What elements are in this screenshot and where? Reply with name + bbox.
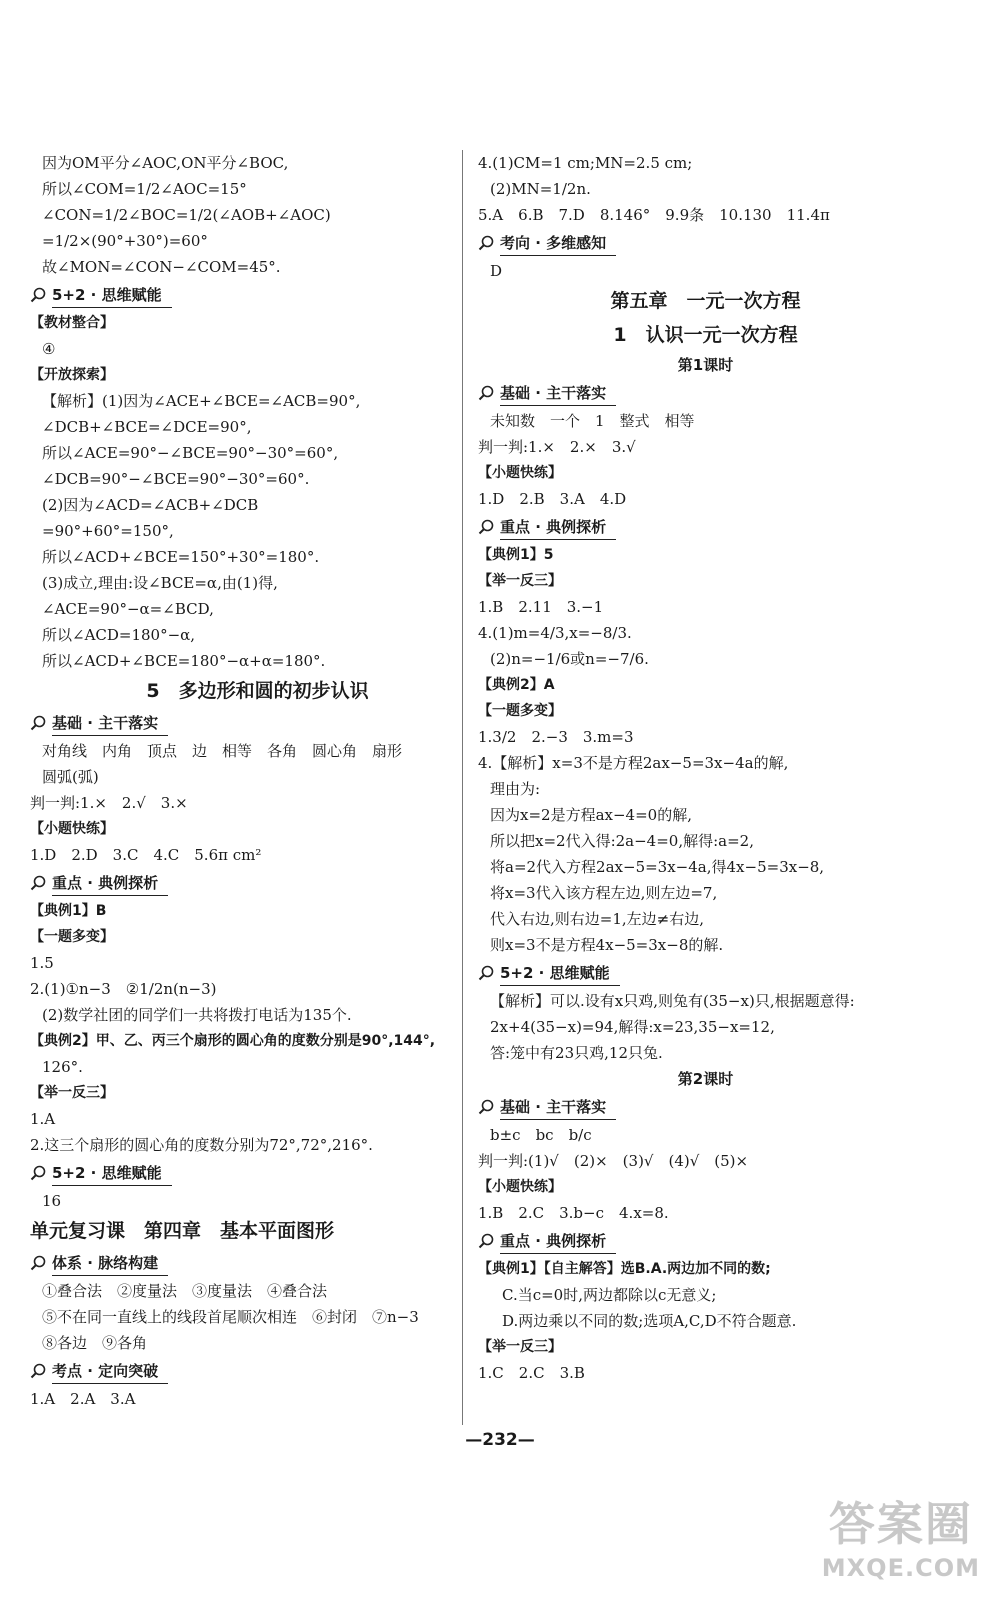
section-title: 考点 · 定向突破	[52, 1359, 168, 1384]
magnifier-icon	[478, 1099, 494, 1115]
section-header	[30, 870, 485, 896]
answer-line: 所以∠COM=1/2∠AOC=15°	[42, 180, 247, 198]
answer-line: 【举一反三】	[478, 573, 562, 589]
magnifier-icon	[30, 1363, 46, 1379]
watermark-logo	[822, 1488, 980, 1582]
section-title: 考向 · 多维感知	[500, 231, 616, 256]
watermark-bottom: MXQE.COM	[821, 1554, 980, 1582]
section-header	[478, 1228, 933, 1254]
heading: 1 认识一元一次方程	[613, 324, 798, 346]
answer-line: 【举一反三】	[478, 1339, 562, 1355]
answer-line: 未知数 一个 1 整式 相等	[490, 412, 695, 430]
magnifier-icon	[478, 965, 494, 981]
magnifier-icon	[30, 287, 46, 303]
answer-line: 【小题快练】	[478, 1179, 562, 1195]
answer-line: 16	[42, 1192, 62, 1210]
answer-line: 所以把x=2代入得:2a−4=0,解得:a=2,	[490, 832, 754, 850]
answer-line: 1.B 2.C 3.b−c 4.x=8.	[478, 1204, 669, 1222]
answer-line: 判一判:1.× 2.× 3.√	[478, 438, 636, 456]
section-header	[30, 282, 485, 308]
left-column	[30, 150, 485, 1412]
heading: 第2课时	[677, 1070, 734, 1088]
answer-line: ⑤不在同一直线上的线段首尾顺次相连 ⑥封闭 ⑦n−3	[42, 1308, 419, 1326]
answer-line: 4.【解析】x=3不是方程2ax−5=3x−4a的解,	[478, 754, 789, 772]
answer-line: 2x+4(35−x)=94,解得:x=23,35−x=12,	[490, 1018, 775, 1036]
answer-line: ∠ACE=90°−α=∠BCD,	[42, 600, 214, 618]
answer-line: 【小题快练】	[478, 465, 562, 481]
answer-line: 2.(1)①n−3 ②1/2n(n−3)	[30, 980, 217, 998]
answer-line: 所以∠ACD+∠BCE=150°+30°=180°.	[42, 548, 320, 566]
answer-line: 【举一反三】	[30, 1085, 114, 1101]
section-header	[478, 960, 933, 986]
answer-line: 因为OM平分∠AOC,ON平分∠BOC,	[42, 154, 289, 172]
answer-line: 【典例1】5	[478, 547, 554, 563]
answer-line: 【典例2】甲、乙、丙三个扇形的圆心角的度数分别是90°,144°,	[30, 1033, 436, 1049]
answer-line: 【解析】(1)因为∠ACE+∠BCE=∠ACB=90°,	[42, 392, 361, 410]
answer-line: 【解析】可以.设有x只鸡,则兔有(35−x)只,根据题意得:	[490, 992, 855, 1010]
answer-line: ∠DCB+∠BCE=∠DCE=90°,	[42, 418, 252, 436]
answer-line: 【一题多变】	[478, 703, 562, 719]
section-title: 5+2 · 思维赋能	[52, 283, 172, 308]
answer-line: 1.A	[30, 1110, 56, 1128]
answer-line: 圆弧(弧)	[42, 768, 99, 786]
answer-line: b±c bc b/c	[490, 1126, 592, 1144]
magnifier-icon	[30, 875, 46, 891]
section-title: 体系 · 脉络构建	[52, 1251, 168, 1276]
answer-line: 【开放探索】	[30, 367, 114, 383]
right-column	[478, 150, 933, 1386]
answer-line: 将a=2代入方程2ax−5=3x−4a,得4x−5=3x−8,	[490, 858, 825, 876]
answer-line: 2.这三个扇形的圆心角的度数分别为72°,72°,216°.	[30, 1136, 373, 1154]
answer-line: 1.D 2.D 3.C 4.C 5.6π cm²	[30, 846, 262, 864]
answer-line: 判一判:(1)√ (2)× (3)√ (4)√ (5)×	[478, 1152, 749, 1170]
answer-line: (2)数学社团的同学们一共将拨打电话为135个.	[42, 1006, 352, 1024]
section-title: 重点 · 典例探析	[500, 515, 616, 540]
section-header	[478, 230, 933, 256]
heading: 第1课时	[677, 356, 734, 374]
answer-line: 1.5	[30, 954, 54, 972]
answer-line: 【典例1】【自主解答】选B.A.两边加不同的数;	[478, 1261, 771, 1277]
section-header	[478, 514, 933, 540]
heading: 单元复习课 第四章 基本平面图形	[30, 1220, 335, 1242]
column-divider	[462, 150, 463, 1425]
answer-line: 则x=3不是方程4x−5=3x−8的解.	[490, 936, 724, 954]
answer-line: 【小题快练】	[30, 821, 114, 837]
answer-line: 所以∠ACD+∠BCE=180°−α+α=180°.	[42, 652, 326, 670]
answer-line: 【一题多变】	[30, 929, 114, 945]
answer-line: 故∠MON=∠CON−∠COM=45°.	[42, 258, 281, 276]
answer-line: 所以∠ACD=180°−α,	[42, 626, 196, 644]
answer-line: 所以∠ACE=90°−∠BCE=90°−30°=60°,	[42, 444, 339, 462]
answer-line: C.当c=0时,两边都除以c无意义;	[502, 1286, 717, 1304]
answer-line: (3)成立,理由:设∠BCE=α,由(1)得,	[42, 574, 278, 592]
section-header	[30, 710, 485, 736]
section-title: 5+2 · 思维赋能	[52, 1161, 172, 1186]
heading: 第五章 一元一次方程	[610, 290, 801, 312]
answer-line: ①叠合法 ②度量法 ③度量法 ④叠合法	[42, 1282, 328, 1300]
answer-line: 【教材整合】	[30, 315, 114, 331]
magnifier-icon	[30, 1165, 46, 1181]
magnifier-icon	[478, 519, 494, 535]
answer-line: 5.A 6.B 7.D 8.146° 9.9条 10.130 11.4π	[478, 206, 830, 224]
answer-line: 将x=3代入该方程左边,则左边=7,	[490, 884, 718, 902]
answer-line: 答:笼中有23只鸡,12只兔.	[490, 1044, 663, 1062]
answer-line: 判一判:1.× 2.√ 3.×	[30, 794, 188, 812]
answer-line: =90°+60°=150°,	[42, 522, 174, 540]
page-number: —232—	[465, 1430, 535, 1450]
answer-line: 对角线 内角 顶点 边 相等 各角 圆心角 扇形	[42, 742, 403, 760]
section-title: 基础 · 主干落实	[500, 1095, 616, 1120]
magnifier-icon	[478, 235, 494, 251]
answer-line: 因为x=2是方程ax−4=0的解,	[490, 806, 692, 824]
section-title: 5+2 · 思维赋能	[500, 961, 620, 986]
section-header	[30, 1160, 485, 1186]
section-header	[30, 1250, 485, 1276]
answer-line: 4.(1)m=4/3,x=−8/3.	[478, 624, 632, 642]
magnifier-icon	[30, 715, 46, 731]
magnifier-icon	[30, 1255, 46, 1271]
magnifier-icon	[478, 1233, 494, 1249]
heading: 5 多边形和圆的初步认识	[146, 680, 369, 702]
answer-line: (2)因为∠ACD=∠ACB+∠DCB	[42, 496, 259, 514]
answer-line: 1.D 2.B 3.A 4.D	[478, 490, 627, 508]
answer-line: ④	[42, 340, 56, 358]
answer-line: 理由为:	[490, 780, 541, 798]
section-header	[30, 1358, 485, 1384]
section-header	[478, 380, 933, 406]
answer-line: 4.(1)CM=1 cm;MN=2.5 cm;	[478, 154, 693, 172]
section-title: 基础 · 主干落实	[52, 711, 168, 736]
answer-line: D.两边乘以不同的数;选项A,C,D不符合题意.	[502, 1312, 797, 1330]
section-title: 重点 · 典例探析	[52, 871, 168, 896]
answer-line: =1/2×(90°+30°)=60°	[42, 232, 208, 250]
answer-line: 1.C 2.C 3.B	[478, 1364, 585, 1382]
answer-line: 代入右边,则右边=1,左边≠右边,	[490, 910, 704, 928]
answer-line: 126°.	[42, 1058, 83, 1076]
answer-line: (2)MN=1/2n.	[490, 180, 591, 198]
magnifier-icon	[478, 385, 494, 401]
answer-line: ∠DCB=90°−∠BCE=90°−30°=60°.	[42, 470, 310, 488]
section-title: 重点 · 典例探析	[500, 1229, 616, 1254]
watermark-top: 答案圈	[828, 1497, 973, 1551]
answer-line: ∠CON=1/2∠BOC=1/2(∠AOB+∠AOC)	[42, 206, 331, 224]
answer-line: 【典例1】B	[30, 903, 107, 919]
section-header	[478, 1094, 933, 1120]
answer-line: 【典例2】A	[478, 677, 555, 693]
answer-line: 1.3/2 2.−3 3.m=3	[478, 728, 634, 746]
answer-line: D	[490, 262, 503, 280]
answer-line: ⑧各边 ⑨各角	[42, 1334, 148, 1352]
section-title: 基础 · 主干落实	[500, 381, 616, 406]
answer-line: (2)n=−1/6或n=−7/6.	[490, 650, 649, 668]
answer-line: 1.A 2.A 3.A	[30, 1390, 136, 1408]
answer-line: 1.B 2.11 3.−1	[478, 598, 604, 616]
